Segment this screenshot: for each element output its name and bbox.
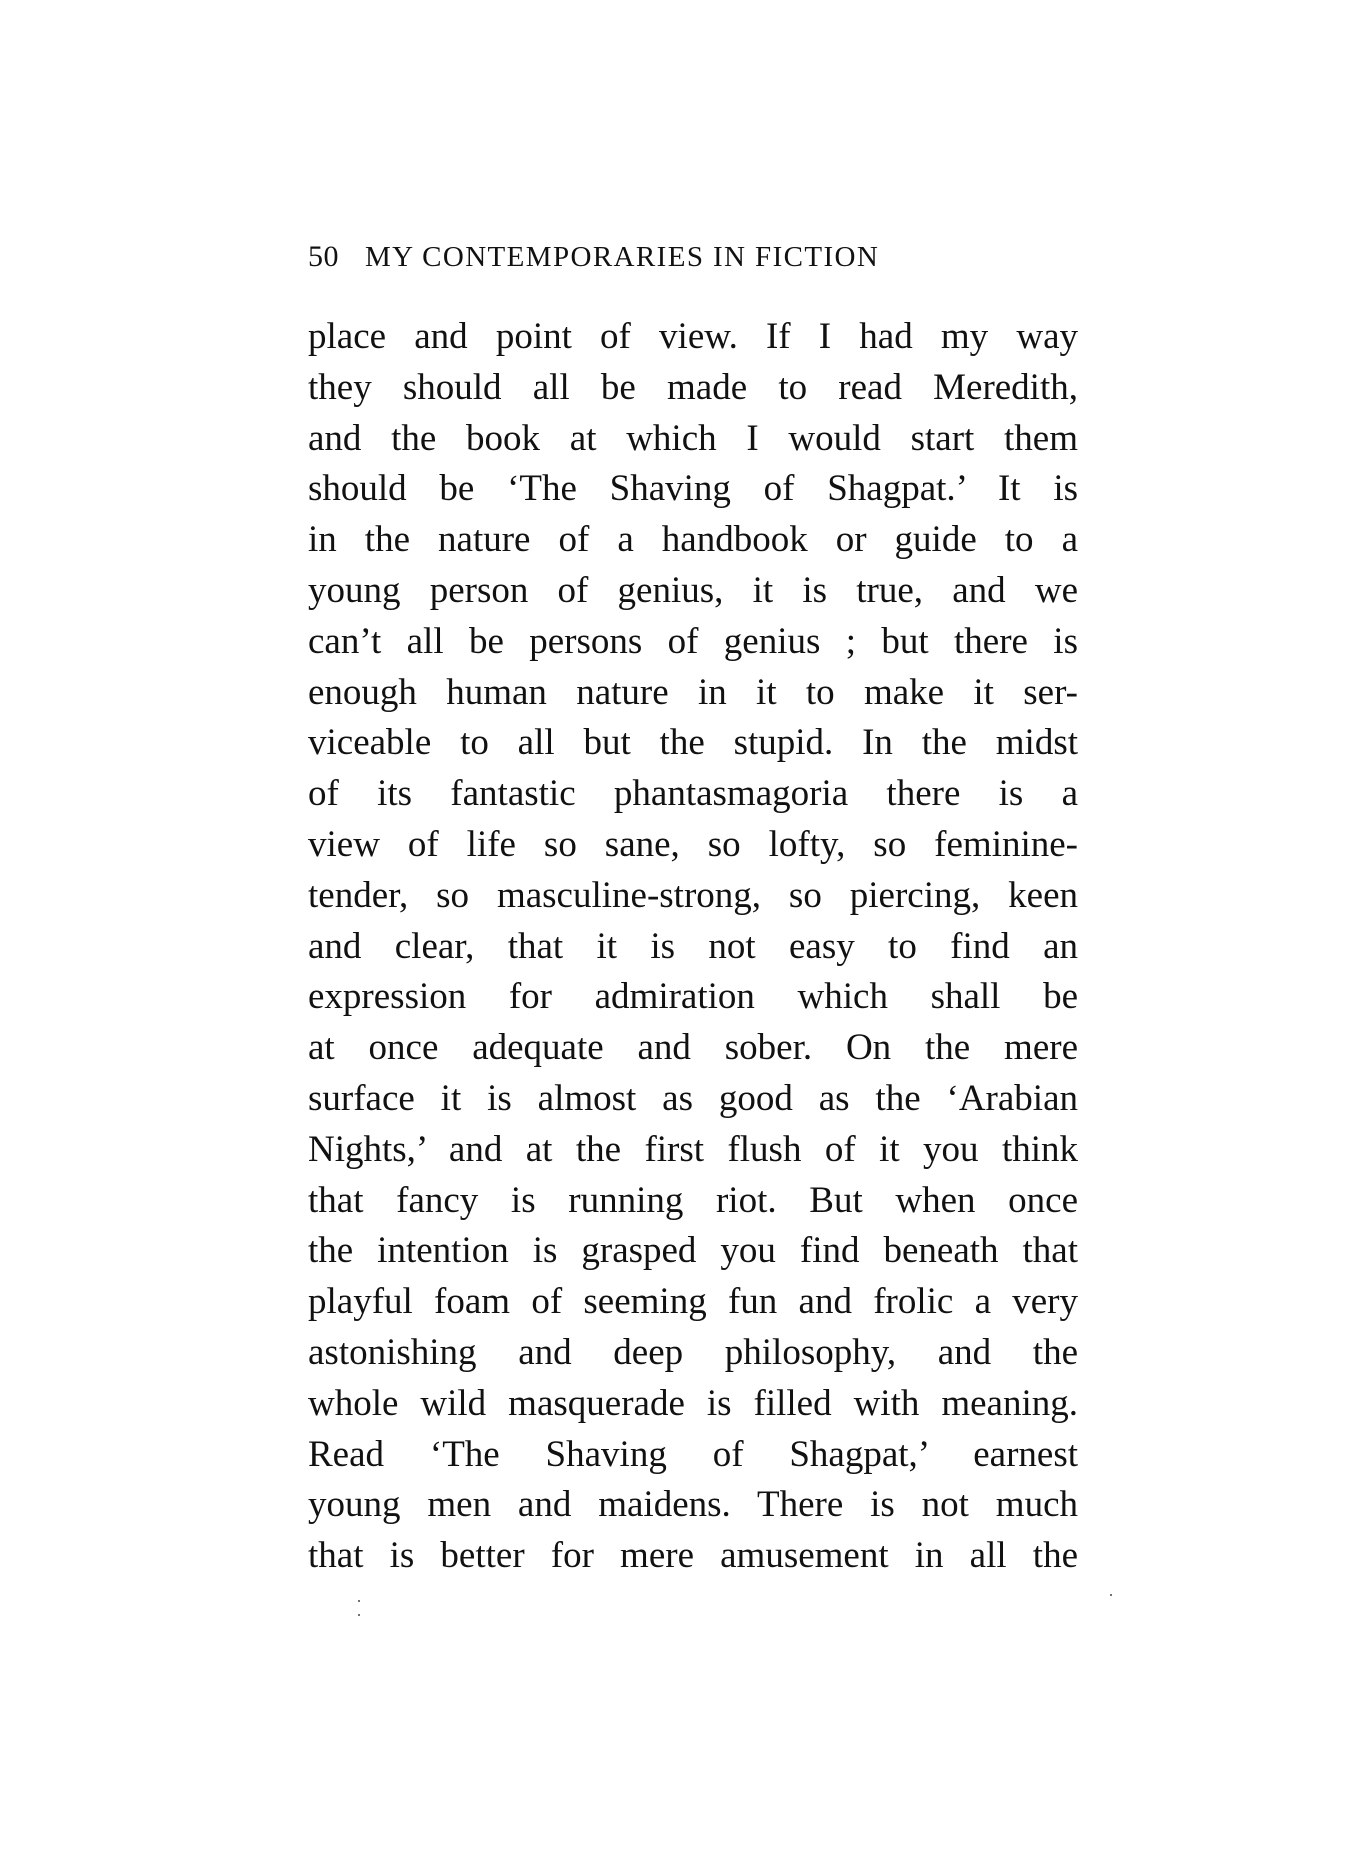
- text-line: that is better for mere amusement in all the: [308, 1535, 1078, 1577]
- text-line: young men and maidens. There is not much: [308, 1484, 1078, 1526]
- text-line: young person of genius, it is true, and we: [308, 569, 1078, 611]
- text-line: of its fantastic phantasmagoria there is a: [308, 773, 1078, 815]
- text-line: the intention is grasped you find beneath that: [308, 1230, 1078, 1272]
- text-line: expression for admiration which shall be: [308, 976, 1078, 1018]
- text-line: surface it is almost as good as the ‘Arabian: [308, 1077, 1078, 1119]
- body-text: [308, 312, 1078, 1582]
- text-line: viceable to all but the stupid. In the midst: [308, 722, 1078, 764]
- text-line: enough human nature in it to make it ser-: [308, 671, 1078, 713]
- text-line: tender, so masculine-strong, so piercing, keen: [308, 874, 1078, 916]
- text-line: and the book at which I would start them: [308, 417, 1078, 459]
- scan-speck: [1110, 1594, 1112, 1596]
- text-line: whole wild masquerade is filled with meaning.: [308, 1382, 1078, 1424]
- page-number: 50: [308, 240, 339, 273]
- text-line: in the nature of a handbook or guide to a: [308, 519, 1078, 561]
- text-line: Read ‘The Shaving of Shagpat,’ earnest: [308, 1433, 1078, 1475]
- text-line: they should all be made to read Meredith,: [308, 366, 1078, 408]
- text-line: astonishing and deep philosophy, and the: [308, 1331, 1078, 1373]
- text-line: view of life so sane, so lofty, so feminine-: [308, 823, 1078, 865]
- text-line: that fancy is running riot. But when once: [308, 1179, 1078, 1221]
- running-head: [308, 240, 1078, 284]
- text-line: at once adequate and sober. On the mere: [308, 1027, 1078, 1069]
- text-line: can’t all be persons of genius ; but there is: [308, 620, 1078, 662]
- running-title: MY CONTEMPORARIES IN FICTION: [365, 241, 880, 273]
- text-line: should be ‘The Shaving of Shagpat.’ It is: [308, 468, 1078, 510]
- scan-speck: [358, 1614, 360, 1616]
- scan-speck: [358, 1600, 360, 1602]
- text-line: playful foam of seeming fun and frolic a very: [308, 1281, 1078, 1323]
- text-line: place and point of view. If I had my way: [308, 316, 1078, 357]
- text-line: and clear, that it is not easy to find an: [308, 925, 1078, 967]
- text-line: Nights,’ and at the first flush of it you think: [308, 1128, 1078, 1170]
